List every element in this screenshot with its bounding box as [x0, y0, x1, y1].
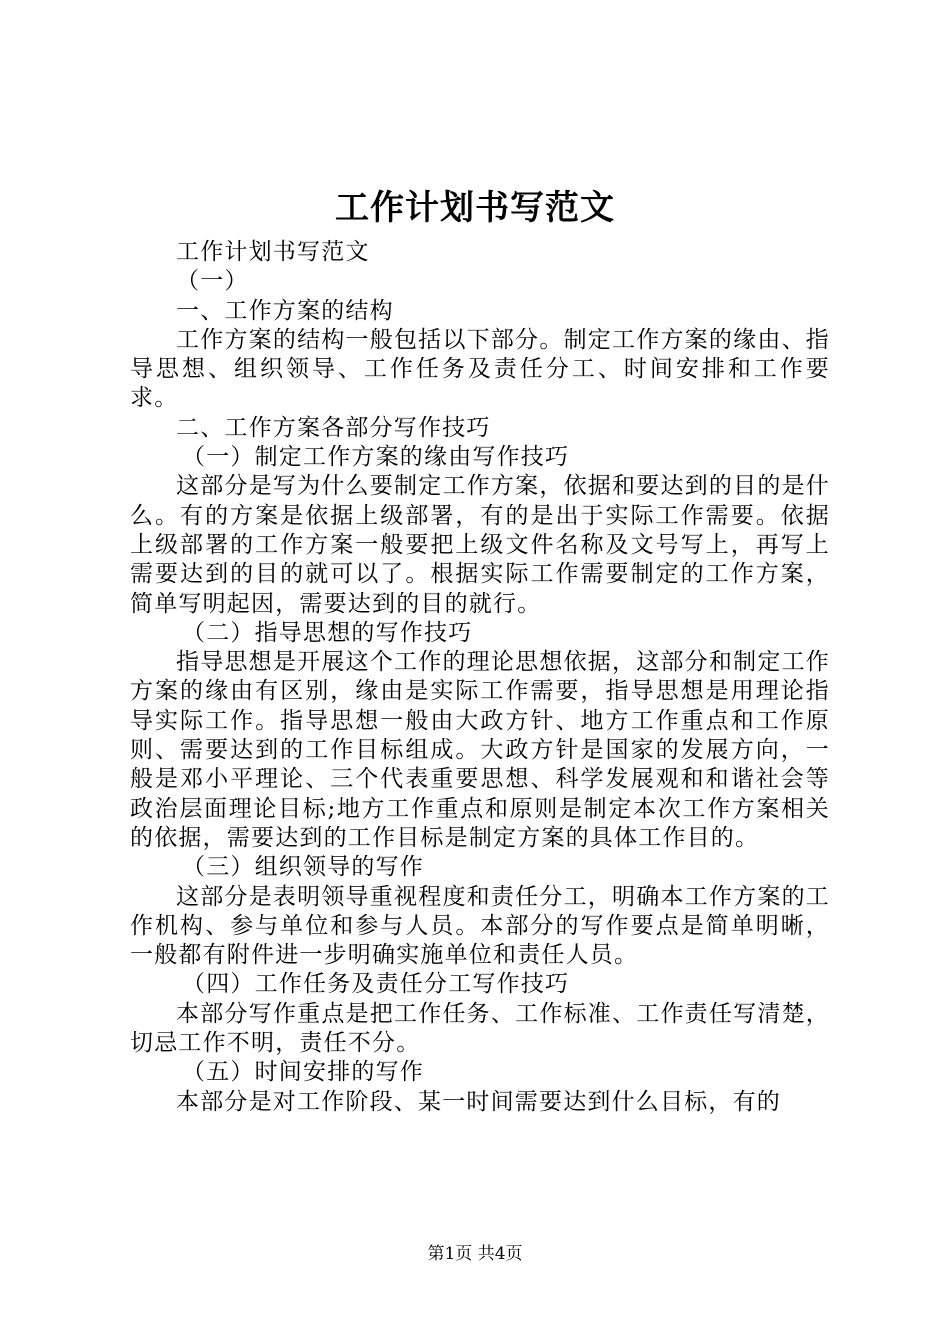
paragraph: 这部分是写为什么要制定工作方案，依据和要达到的目的是什么。有的方案是依据上级部署，有的是出于实际工作需要。依据上级部署的工作方案一般要把上级文件名称及文号写上，再写上需要达到的目的就可以了。根据实际工作需要制定的工作方案，简单写明起因，需要达到的目的就行。	[130, 473, 830, 617]
paragraph: 本部分是对工作阶段、某一时间需要达到什么目标，有的	[176, 1088, 781, 1115]
subsection-heading: （四）工作任务及责任分工写作技巧	[182, 971, 570, 998]
section-heading: 二、工作方案各部分写作技巧	[176, 414, 491, 441]
paragraph: 这部分是表明领导重视程度和责任分工，明确本工作方案的工作机构、参与单位和参与人员。本部分的写作要点是简单明晰，一般都有附件进一步明确实施单位和责任人员。	[130, 883, 830, 969]
subsection-heading: （一）制定工作方案的缘由写作技巧	[182, 444, 570, 471]
section-heading: 一、工作方案的结构	[176, 297, 394, 324]
paragraph: 指导思想是开展这个工作的理论思想依据，这部分和制定工作方案的缘由有区别，缘由是实际工作需要，指导思想是用理论指导实际工作。指导思想一般由大政方针、地方工作重点和工作原则、需要达到的工作目标组成。大政方针是国家的发展方向，一般是邓小平理论、三个代表重要思想、科学发展观和和谐社会等政治层面理论目标;地方工作重点和原则是制定本次工作方案相关的依据，需要达到的工作目标是制定方案的具体工作目的。	[130, 649, 830, 851]
paragraph: 本部分写作重点是把工作任务、工作标准、工作责任写清楚，切忌工作不明，责任不分。	[130, 1000, 830, 1057]
subsection-heading: （五）时间安排的写作	[182, 1059, 424, 1086]
paragraph: 工作计划书写范文	[176, 239, 370, 265]
document-body	[130, 238, 830, 1117]
paragraph: （一）	[176, 268, 249, 295]
document-title: 工作计划书写范文	[335, 188, 615, 228]
paragraph: 工作方案的结构一般包括以下部分。制定工作方案的缘由、指导思想、组织领导、工作任务及责任分工、时间安排和工作要求。	[130, 326, 830, 412]
page-footer: 第1页 共4页	[427, 1244, 523, 1264]
subsection-heading: （三）组织领导的写作	[182, 854, 424, 881]
subsection-heading: （二）指导思想的写作技巧	[182, 619, 473, 646]
